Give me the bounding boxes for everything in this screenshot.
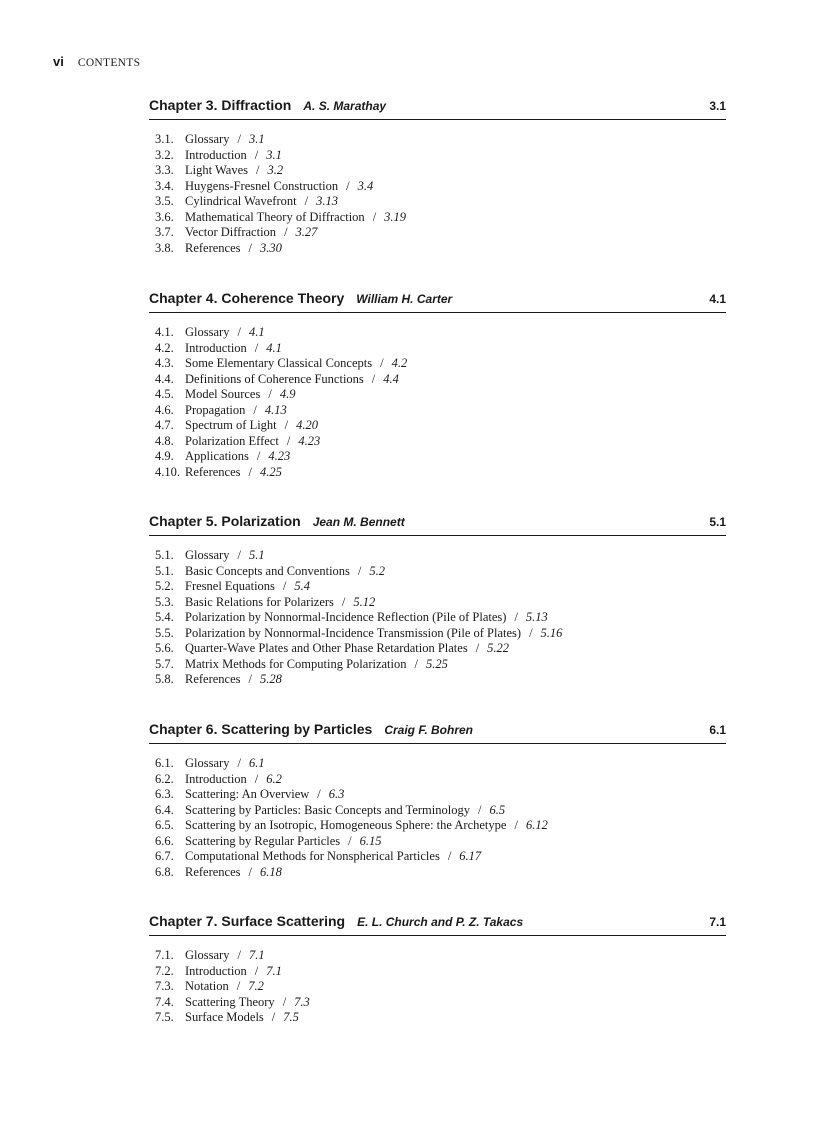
section-entry (149, 787, 726, 803)
section-entry (149, 548, 726, 564)
section-title: Basic Relations for Polarizers (185, 594, 334, 609)
section-title: Scattering Theory (185, 994, 275, 1009)
section-number: 3.6. (155, 209, 174, 224)
chapter-title: Chapter 5. Polarization (149, 513, 301, 529)
section-title: Light Waves (185, 163, 248, 177)
section-separator: / (348, 833, 352, 848)
section-page-number: 7.1 (248, 948, 265, 962)
section-number: 7.2. (155, 963, 174, 978)
section-entry (149, 818, 726, 834)
section-page-number: 3.19 (384, 209, 407, 224)
section-number: 4.4. (155, 371, 174, 386)
chapter-block (149, 290, 726, 480)
section-page-number: 5.13 (525, 610, 548, 624)
section-entry (149, 564, 726, 580)
section-page-number: 5.22 (487, 641, 510, 655)
section-number: 5.6. (155, 641, 174, 655)
chapter-block (149, 721, 726, 880)
section-title: Computational Methods for Nonspherical Particles (185, 849, 440, 863)
section-separator: / (271, 1010, 276, 1024)
section-title: Quarter-Wave Plates and Other Phase Retardation Plates (185, 641, 468, 655)
section-page-number: 4.25 (260, 464, 282, 479)
section-separator: / (237, 132, 241, 146)
section-entry (149, 403, 726, 419)
section-entry (149, 657, 726, 673)
section-separator: / (282, 579, 287, 593)
section-number: 5.7. (155, 656, 174, 671)
section-list (149, 548, 726, 688)
section-number: 4.10. (155, 464, 180, 479)
section-number: 5.8. (155, 672, 174, 686)
section-entry (149, 225, 726, 241)
section-number: 5.4. (155, 610, 174, 624)
section-separator: / (317, 787, 321, 801)
section-page-number: 7.5 (283, 1010, 299, 1024)
section-page-number: 4.13 (264, 402, 287, 417)
section-title: Some Elementary Classical Concepts (185, 356, 373, 370)
section-entry (149, 1010, 726, 1026)
chapter-page-number: 7.1 (709, 915, 726, 929)
section-number: 6.7. (155, 849, 174, 863)
section-title: Cylindrical Wavefront (185, 194, 297, 208)
section-entry (149, 756, 726, 772)
running-title: CONTENTS (77, 57, 141, 69)
section-entry (149, 387, 726, 403)
section-title: References (185, 464, 241, 479)
section-entry (149, 834, 726, 850)
section-number: 4.1. (155, 325, 174, 339)
section-number: 4.2. (155, 340, 174, 355)
section-title: Propagation (185, 402, 246, 417)
section-number: 6.5. (155, 818, 174, 832)
section-number: 6.6. (155, 833, 174, 848)
chapter-author: Craig F. Bohren (384, 723, 473, 737)
chapter-page-number: 3.1 (709, 99, 726, 113)
chapter-heading (149, 913, 523, 929)
section-number: 5.1. (155, 548, 174, 562)
section-number: 6.4. (155, 802, 174, 817)
section-title: Definitions of Coherence Functions (185, 371, 364, 386)
section-list (149, 756, 726, 880)
section-entry (149, 465, 726, 481)
section-number: 5.5. (155, 625, 174, 640)
section-title: Glossary (185, 548, 230, 562)
section-separator: / (237, 756, 241, 770)
section-page-number: 4.23 (268, 449, 291, 463)
chapter-title: Chapter 7. Surface Scattering (149, 913, 346, 929)
section-page-number: 7.1 (266, 963, 282, 978)
section-entry (149, 995, 726, 1011)
section-title: References (185, 672, 241, 686)
chapter-heading (149, 721, 473, 737)
section-title: Introduction (185, 147, 247, 162)
section-list (149, 132, 726, 256)
chapter-title: Chapter 6. Scattering by Particles (149, 721, 373, 737)
section-number: 4.9. (155, 449, 174, 463)
section-entry (149, 434, 726, 450)
section-title: Fresnel Equations (185, 579, 275, 593)
section-separator: / (286, 433, 291, 448)
section-entry (149, 356, 726, 372)
section-separator: / (346, 178, 350, 193)
section-page-number: 3.1 (248, 132, 265, 146)
section-page-number: 7.3 (294, 994, 310, 1009)
section-number: 5.1. (155, 563, 174, 578)
section-page-number: 5.4 (294, 579, 311, 593)
section-page-number: 4.1 (266, 340, 282, 355)
section-page-number: 3.4 (357, 178, 374, 193)
section-list (149, 948, 726, 1026)
section-entry (149, 672, 726, 688)
section-entry (149, 372, 726, 388)
section-separator: / (248, 672, 253, 686)
section-entry (149, 849, 726, 865)
section-title: Polarization by Nonnormal-Incidence Reflection (Pile of Plates) (185, 610, 507, 624)
section-page-number: 5.2 (369, 563, 386, 578)
section-page-number: 4.4 (383, 371, 399, 386)
section-entry (149, 641, 726, 657)
section-page-number: 3.13 (316, 194, 338, 208)
section-entry (149, 194, 726, 210)
section-title: Matrix Methods for Computing Polarization (185, 656, 407, 671)
section-page-number: 7.2 (248, 979, 264, 993)
section-title: Scattering: An Overview (185, 787, 310, 801)
section-title: Surface Models (185, 1010, 264, 1024)
section-entry (149, 163, 726, 179)
section-entry (149, 964, 726, 980)
section-number: 3.1. (155, 132, 174, 146)
section-entry (149, 241, 726, 257)
section-separator: / (256, 163, 260, 177)
section-separator: / (447, 849, 452, 863)
section-entry (149, 179, 726, 195)
chapter-header (149, 97, 726, 120)
section-entry (149, 210, 726, 226)
section-separator: / (477, 802, 482, 817)
chapter-title: Chapter 4. Coherence Theory (149, 290, 345, 306)
section-page-number: 5.25 (426, 656, 448, 671)
section-page-number: 5.28 (260, 672, 282, 686)
section-page-number: 4.23 (298, 433, 321, 448)
section-title: Glossary (185, 948, 230, 962)
chapter-page-number: 5.1 (709, 515, 726, 529)
section-page-number: 6.1 (248, 756, 265, 770)
chapter-block (149, 513, 726, 688)
section-separator: / (371, 371, 376, 386)
chapter-heading (149, 290, 452, 306)
section-separator: / (514, 818, 518, 832)
section-number: 5.2. (155, 579, 174, 593)
section-number: 3.2. (155, 147, 174, 162)
chapter-author: A. S. Marathay (303, 99, 387, 113)
section-number: 4.3. (155, 356, 174, 370)
section-title: References (185, 240, 241, 255)
section-number: 3.4. (155, 178, 174, 193)
section-number: 6.8. (155, 864, 174, 879)
section-title: Polarization by Nonnormal-Incidence Transmission (Pile of Plates) (185, 625, 522, 640)
section-page-number: 4.20 (296, 418, 319, 432)
section-page-number: 4.2 (391, 356, 408, 370)
chapter-block (149, 97, 726, 256)
section-title: Glossary (185, 132, 230, 146)
section-page-number: 5.1 (248, 548, 265, 562)
section-entry (149, 449, 726, 465)
section-number: 3.3. (155, 163, 174, 177)
section-number: 4.8. (155, 433, 174, 448)
section-separator: / (372, 209, 377, 224)
section-page-number: 4.1 (248, 325, 265, 339)
section-page-number: 6.2 (266, 771, 282, 786)
section-title: Mathematical Theory of Diffraction (185, 209, 365, 224)
section-separator: / (357, 563, 362, 578)
section-entry (149, 325, 726, 341)
section-entry (149, 772, 726, 788)
section-number: 3.5. (155, 194, 174, 208)
section-page-number: 3.1 (266, 147, 282, 162)
section-page-number: 5.16 (540, 625, 563, 640)
section-separator: / (268, 387, 272, 401)
section-title: Polarization Effect (185, 433, 279, 448)
section-separator: / (254, 963, 259, 978)
section-title: Scattering by an Isotropic, Homogeneous Sphere: the Archetype (185, 818, 507, 832)
section-separator: / (304, 194, 309, 208)
section-separator: / (284, 225, 288, 239)
section-title: Huygens-Fresnel Construction (185, 178, 339, 193)
section-separator: / (254, 771, 259, 786)
section-title: Introduction (185, 963, 247, 978)
section-separator: / (475, 641, 480, 655)
chapter-author: William H. Carter (356, 292, 453, 306)
section-page-number: 6.5 (489, 802, 506, 817)
section-entry (149, 948, 726, 964)
section-number: 7.5. (155, 1010, 174, 1024)
section-title: Applications (185, 449, 249, 463)
section-title: Glossary (185, 325, 230, 339)
section-separator: / (236, 979, 241, 993)
section-number: 6.2. (155, 771, 174, 786)
chapter-header (149, 513, 726, 536)
section-number: 7.1. (155, 948, 174, 962)
section-number: 6.1. (155, 756, 174, 770)
section-separator: / (237, 548, 241, 562)
section-number: 4.6. (155, 402, 174, 417)
section-title: References (185, 864, 241, 879)
section-separator: / (380, 356, 384, 370)
chapter-heading (149, 513, 405, 529)
running-head (53, 54, 140, 70)
section-separator: / (253, 402, 257, 417)
section-title: Introduction (185, 771, 247, 786)
section-separator: / (514, 610, 518, 624)
chapter-block (149, 913, 726, 1026)
section-title: Model Sources (185, 387, 261, 401)
section-separator: / (248, 864, 253, 879)
section-page-number: 3.30 (260, 240, 282, 255)
page-folio: vi (53, 54, 64, 69)
section-title: Vector Diffraction (185, 225, 277, 239)
chapter-header (149, 290, 726, 313)
section-number: 4.5. (155, 387, 174, 401)
section-number: 6.3. (155, 787, 174, 801)
section-entry (149, 803, 726, 819)
section-separator: / (254, 340, 259, 355)
section-entry (149, 626, 726, 642)
section-separator: / (414, 656, 418, 671)
section-page-number: 3.2 (267, 163, 284, 177)
section-separator: / (254, 147, 259, 162)
section-entry (149, 865, 726, 881)
section-entry (149, 132, 726, 148)
section-entry (149, 341, 726, 357)
section-separator: / (248, 240, 253, 255)
section-list (149, 325, 726, 480)
section-number: 3.8. (155, 240, 174, 255)
section-title: Spectrum of Light (185, 418, 277, 432)
section-page-number: 4.9 (279, 387, 296, 401)
section-entry (149, 148, 726, 164)
section-separator: / (248, 464, 253, 479)
section-number: 7.3. (155, 979, 174, 993)
section-entry (149, 579, 726, 595)
section-number: 7.4. (155, 994, 174, 1009)
section-entry (149, 979, 726, 995)
section-page-number: 6.17 (459, 849, 482, 863)
section-entry (149, 418, 726, 434)
chapter-heading (149, 97, 386, 113)
section-separator: / (341, 594, 346, 609)
section-title: Glossary (185, 756, 230, 770)
chapter-header (149, 721, 726, 744)
section-title: Scattering by Particles: Basic Concepts and Terminology (185, 802, 470, 817)
section-page-number: 6.15 (359, 833, 382, 848)
section-title: Basic Concepts and Conventions (185, 563, 350, 578)
section-number: 3.7. (155, 225, 174, 239)
section-title: Scattering by Regular Particles (185, 833, 341, 848)
section-entry (149, 610, 726, 626)
section-separator: / (284, 418, 289, 432)
chapter-author: E. L. Church and P. Z. Takacs (357, 915, 524, 929)
chapter-header (149, 913, 726, 936)
section-page-number: 6.12 (525, 818, 548, 832)
chapter-author: Jean M. Bennett (312, 515, 405, 529)
section-separator: / (237, 325, 241, 339)
chapter-page-number: 6.1 (709, 723, 726, 737)
section-entry (149, 595, 726, 611)
section-page-number: 6.3 (328, 787, 345, 801)
section-page-number: 3.27 (295, 225, 318, 239)
section-number: 4.7. (155, 418, 174, 432)
section-page-number: 5.12 (353, 594, 376, 609)
section-separator: / (529, 625, 533, 640)
chapter-title: Chapter 3. Diffraction (149, 97, 292, 113)
section-page-number: 6.18 (260, 864, 282, 879)
section-title: Introduction (185, 340, 247, 355)
section-separator: / (282, 994, 287, 1009)
section-separator: / (256, 449, 261, 463)
section-number: 5.3. (155, 594, 174, 609)
section-separator: / (237, 948, 241, 962)
chapter-page-number: 4.1 (709, 292, 726, 306)
section-title: Notation (185, 979, 229, 993)
